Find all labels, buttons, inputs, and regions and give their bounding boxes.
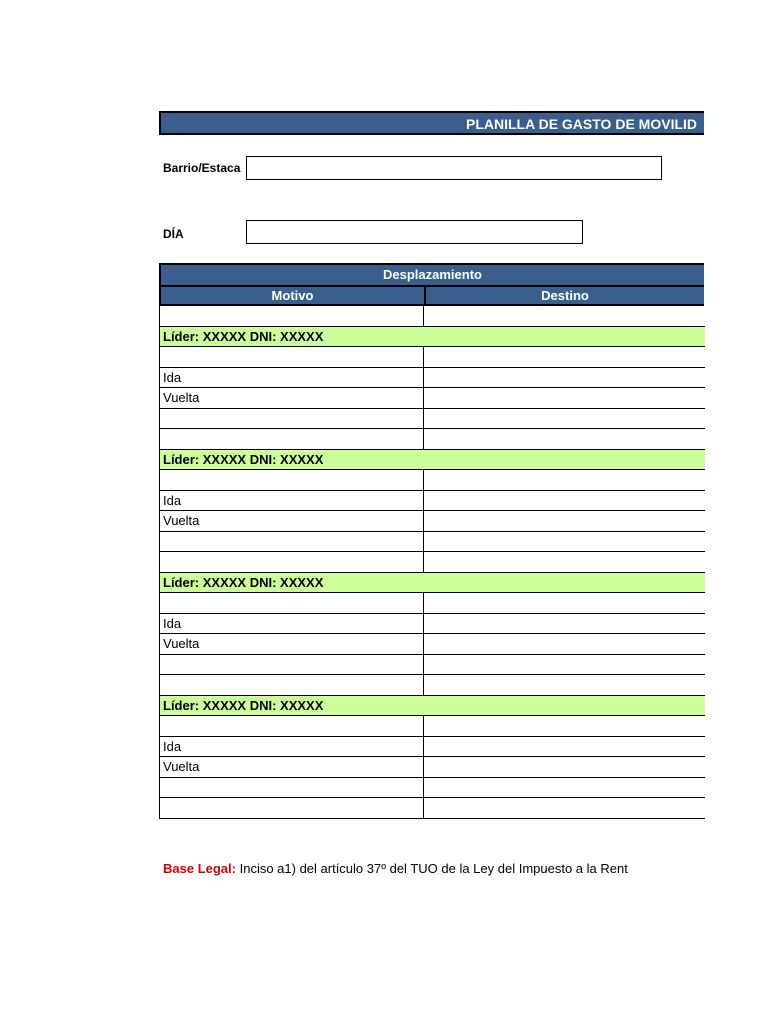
motivo-cell[interactable] (160, 655, 424, 675)
table-row (160, 614, 705, 635)
table-row (160, 798, 705, 819)
column-header-row (159, 285, 704, 306)
destino-cell[interactable] (424, 532, 705, 552)
table-row (160, 552, 705, 573)
barrio-label: Barrio/Estaca (163, 161, 241, 175)
motivo-cell[interactable] (160, 429, 424, 449)
destino-cell[interactable] (424, 470, 705, 490)
destino-cell[interactable] (424, 675, 705, 695)
motivo-cell[interactable] (160, 409, 424, 429)
motivo-cell[interactable]: Ida (160, 368, 424, 388)
table-row (160, 634, 705, 655)
motivo-cell[interactable] (160, 532, 424, 552)
destino-cell[interactable] (424, 491, 705, 511)
table-row (160, 593, 705, 614)
destino-cell[interactable] (424, 798, 705, 818)
motivo-cell[interactable]: Ida (160, 614, 424, 634)
table-row (160, 716, 705, 737)
table-row (160, 470, 705, 491)
legal-note (163, 861, 628, 876)
motivo-cell[interactable] (160, 675, 424, 695)
barrio-field[interactable] (246, 156, 662, 180)
destino-cell[interactable] (424, 306, 705, 326)
motivo-cell[interactable]: Vuelta (160, 757, 424, 777)
motivo-cell[interactable] (160, 347, 424, 367)
table-row (160, 675, 705, 696)
leader-row (160, 450, 705, 471)
motivo-cell[interactable]: Ida (160, 491, 424, 511)
destino-cell[interactable] (424, 511, 705, 531)
table-row (160, 655, 705, 676)
table-row (160, 429, 705, 450)
destino-cell[interactable] (424, 634, 705, 654)
table-row (160, 511, 705, 532)
destino-cell[interactable] (424, 655, 705, 675)
motivo-cell[interactable] (160, 778, 424, 798)
leader-label: Líder: XXXXX DNI: XXXXX (163, 574, 324, 590)
leader-label: Líder: XXXXX DNI: XXXXX (163, 328, 324, 344)
destino-cell[interactable] (424, 757, 705, 777)
motivo-cell[interactable]: Vuelta (160, 388, 424, 408)
destino-cell[interactable] (424, 593, 705, 613)
leader-row (160, 327, 705, 348)
destino-cell[interactable] (424, 737, 705, 757)
leader-row (160, 573, 705, 594)
column-header-motivo: Motivo (161, 287, 426, 304)
destino-cell[interactable] (424, 409, 705, 429)
table-row (160, 778, 705, 799)
motivo-cell[interactable] (160, 798, 424, 818)
table-row (160, 409, 705, 430)
dia-label: DÍA (163, 227, 184, 241)
motivo-cell[interactable]: Vuelta (160, 634, 424, 654)
dia-field[interactable] (246, 220, 583, 244)
expense-table-body (159, 306, 705, 819)
table-row (160, 532, 705, 553)
destino-cell[interactable] (424, 716, 705, 736)
motivo-cell[interactable]: Vuelta (160, 511, 424, 531)
legal-text: Inciso a1) del artículo 37º del TUO de la Ley del Impuesto a la Rent (235, 861, 628, 876)
motivo-cell[interactable] (160, 470, 424, 490)
destino-cell[interactable] (424, 429, 705, 449)
destino-cell[interactable] (424, 368, 705, 388)
sheet-title: PLANILLA DE GASTO DE MOVILID (466, 116, 698, 132)
table-row (160, 388, 705, 409)
leader-label: Líder: XXXXX DNI: XXXXX (163, 451, 324, 467)
table-row (160, 737, 705, 758)
motivo-cell[interactable] (160, 716, 424, 736)
column-header-destino: Destino (541, 288, 589, 303)
motivo-cell[interactable] (160, 306, 424, 326)
table-row (160, 306, 705, 327)
legal-key: Base Legal: (163, 861, 236, 876)
leader-row (160, 696, 705, 717)
destino-cell[interactable] (424, 388, 705, 408)
destino-cell[interactable] (424, 347, 705, 367)
table-row (160, 757, 705, 778)
destino-cell[interactable] (424, 614, 705, 634)
motivo-cell[interactable]: Ida (160, 737, 424, 757)
motivo-cell[interactable] (160, 552, 424, 572)
table-row (160, 347, 705, 368)
table-row (160, 368, 705, 389)
table-row (160, 491, 705, 512)
destino-cell[interactable] (424, 552, 705, 572)
destino-cell[interactable] (424, 778, 705, 798)
motivo-cell[interactable] (160, 593, 424, 613)
leader-label: Líder: XXXXX DNI: XXXXX (163, 697, 324, 713)
group-header-desplazamiento: Desplazamiento (159, 263, 704, 285)
sheet-title-bar (159, 111, 704, 135)
